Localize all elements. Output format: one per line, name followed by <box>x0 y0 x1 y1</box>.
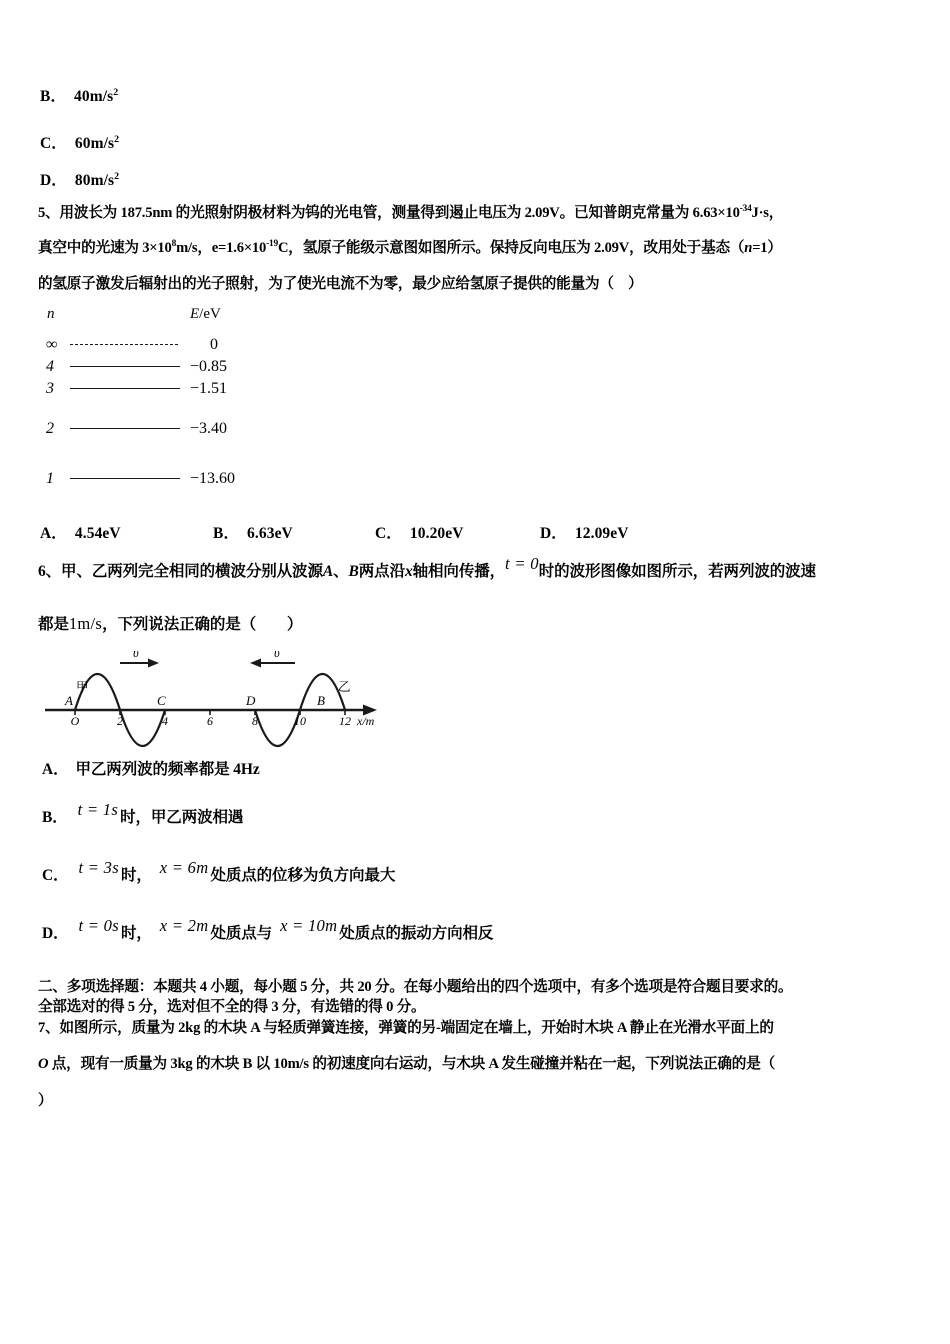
q6-source-b-symbol: B <box>348 563 359 580</box>
tick-label-6: 6 <box>207 714 213 728</box>
q6-option-c-text-1: 时， <box>120 867 152 884</box>
q6-option-a-label: A． <box>42 761 69 778</box>
q4-option-d-exponent: 2 <box>114 170 120 182</box>
q6-stem-line1-c: 两点沿 <box>358 563 405 580</box>
q6-option-b-text-1: 时，甲乙两波相遇 <box>120 809 244 826</box>
q6-option-d-math-2: x = 2m <box>159 916 209 935</box>
q6-option-b-math-1: t = 1s <box>77 800 119 819</box>
q5-lightspeed-exponent: 8 <box>171 239 177 250</box>
q5-stem-line2-d: =1） <box>752 240 782 256</box>
q7-point-o-symbol: O <box>38 1056 49 1072</box>
q5-option-a-text: 4.54eV <box>74 525 121 542</box>
q6-option-d-math-3: x = 10m <box>280 916 338 935</box>
velocity-label-left: υ <box>133 646 139 660</box>
q4-option-c <box>40 131 119 153</box>
q4-option-c-label: C． <box>40 135 67 152</box>
q6-stem-line1 <box>38 554 816 581</box>
q6-option-c-math-1: t = 3s <box>78 858 119 877</box>
q5-stem-line2 <box>38 240 782 258</box>
q6-option-d <box>42 916 494 943</box>
tick-label-2: 2 <box>117 714 123 728</box>
energy-level-n-4-label: 4 <box>46 358 54 375</box>
energy-level-line-infinity <box>70 344 178 345</box>
energy-level-value-infinity: 0 <box>210 336 218 353</box>
q5-stem-line2-a: 真空中的光速为 3×10 <box>38 240 172 256</box>
q6-option-c-label: C． <box>42 867 69 884</box>
q5-charge-exponent: -19 <box>266 239 278 250</box>
q6-stem-line1-b: 、 <box>333 563 349 580</box>
q5-stem-line2-b: m/s，e=1.6×10 <box>176 240 267 256</box>
q5-stem-line1-b: J·s， <box>751 205 784 221</box>
q4-option-b <box>40 84 118 106</box>
q7-stem-line2-rest: 点，现有一质量为 3kg 的木块 B 以 10m/s 的初速度向右运动，与木块 A 发生碰撞并粘在一起，下列说法正确的是（ <box>48 1056 775 1072</box>
q6-option-a <box>42 761 260 779</box>
q5-option-c-label: C． <box>375 525 402 542</box>
q4-option-c-exponent: 2 <box>114 133 120 145</box>
q4-option-b-label: B． <box>40 88 67 105</box>
q6-stem-line2-b: ，下列说法正确的是（ ） <box>102 616 303 633</box>
q6-option-d-label: D． <box>42 925 69 942</box>
q5-quantum-number-symbol: n <box>744 240 753 256</box>
energy-level-value-2: −3.40 <box>190 420 228 437</box>
energy-level-n-2-label: 2 <box>46 420 54 437</box>
q5-planck-exponent: -34 <box>739 204 752 215</box>
energy-level-line-3 <box>70 388 180 389</box>
tick-label-10: 10 <box>294 714 306 728</box>
tick-label-8: 8 <box>252 714 258 728</box>
wave-diagram-svg <box>45 650 380 748</box>
q5-option-a <box>40 521 121 543</box>
q6-wave-speed-math: 1m/s <box>68 614 103 633</box>
q6-stem-line2-a: 都是 <box>38 616 69 633</box>
tick-label-4: 4 <box>162 714 168 728</box>
q7-stem-line2 <box>38 1056 775 1074</box>
wave-name-jia: 甲 <box>76 680 89 694</box>
q6-option-c <box>42 858 396 885</box>
velocity-arrow-left-head <box>148 659 159 668</box>
hydrogen-energy-level-diagram <box>40 306 300 506</box>
energy-level-n-3-label: 3 <box>46 380 54 397</box>
q6-stem-line2 <box>38 615 302 634</box>
q5-option-d <box>540 521 629 543</box>
q6-option-b-label: B． <box>42 809 68 826</box>
q5-option-b-text: 6.63eV <box>247 525 293 542</box>
energy-level-value-3: −1.51 <box>190 380 228 397</box>
q4-option-b-value: 40m/s <box>74 88 114 105</box>
wave-name-yi: 乙 <box>338 680 351 694</box>
q6-option-d-math-1: t = 0s <box>78 916 119 935</box>
q6-stem-line1-a: 6、甲、乙两列完全相同的横波分别从波源 <box>38 563 323 580</box>
tick-label-0: O <box>70 714 80 728</box>
q4-option-d-label: D． <box>40 172 67 189</box>
velocity-arrow-right-head <box>250 659 261 668</box>
wave-point-a-label: A <box>65 693 73 708</box>
section2-instructions-line2: 全部选对的得 5 分，选对但不全的得 3 分，有选错的得 0 分。 <box>38 999 426 1015</box>
q4-option-d-value: 80m/s <box>74 172 115 189</box>
q6-source-a-symbol: A <box>322 563 334 580</box>
q4-option-c-value: 60m/s <box>74 135 115 152</box>
q7-stem-line1: 7、如图所示，质量为 2kg 的木块 A 与轻质弹簧连接，弹簧的另-端固定在墙上，开始时木块 A 静止在光滑水平面上的 <box>38 1020 774 1036</box>
q6-option-d-text-3: 处质点的振动方向相反 <box>339 925 494 942</box>
q5-option-c-text: 10.20eV <box>409 525 464 542</box>
q5-option-a-label: A． <box>40 525 67 542</box>
energy-level-n-infinity-label: ∞ <box>46 336 58 353</box>
x-axis-label: x/m <box>357 714 375 728</box>
q5-stem-line3: 的氢原子激发后辐射出的光子照射，为了使光电流不为零，最少应给氢原子提供的能量为（ ） <box>38 276 643 292</box>
energy-diagram-header-n: n <box>47 306 55 322</box>
energy-level-line-1 <box>70 478 180 479</box>
energy-diagram-header-e <box>190 306 221 323</box>
velocity-label-right: υ <box>274 646 280 660</box>
q6-option-d-text-1: 时， <box>120 925 152 942</box>
q4-option-b-exponent: 2 <box>113 86 119 98</box>
q6-option-d-text-2: 处质点与 <box>210 925 273 942</box>
q5-option-b <box>213 521 293 543</box>
wave-point-c-label: C <box>157 693 166 708</box>
energy-level-line-4 <box>70 366 180 367</box>
q5-stem-line2-c: C，氢原子能级示意图如图所示。保持反向电压为 2.09V，改用处于基态（ <box>277 240 745 256</box>
q6-option-a-text: 甲乙两列波的频率都是 4Hz <box>75 761 260 778</box>
transverse-wave-diagram <box>45 646 380 748</box>
q6-time-zero-math: t = 0 <box>505 554 539 573</box>
q7-stem-line3: ） <box>38 1093 53 1109</box>
q6-stem-line1-d: 轴相向传播， <box>412 563 506 580</box>
q6-stem-line1-e: 时的波形图像如图所示，若两列波的波速 <box>538 563 816 580</box>
energy-axis-unit: /eV <box>199 306 221 322</box>
q5-stem-line1-a: 5、用波长为 187.5nm 的光照射阴极材料为钨的光电管，测量得到遏止电压为 2.09V。已知普朗克常量为 6.63×10 <box>38 205 740 221</box>
section2-instructions-line1: 二、多项选择题：本题共 4 小题，每小题 5 分，共 20 分。在每小题给出的四个选项中，有多个选项是符合题目要求的。 <box>38 979 793 995</box>
q5-stem-line1 <box>38 205 783 223</box>
wave-point-d-label: D <box>246 693 256 708</box>
energy-level-value-4: −0.85 <box>190 358 228 375</box>
energy-axis-symbol: E <box>190 306 200 322</box>
q4-option-d <box>40 168 119 190</box>
energy-level-value-1: −13.60 <box>190 470 236 487</box>
q5-option-d-label: D． <box>540 525 567 542</box>
energy-level-n-1-label: 1 <box>46 470 54 487</box>
q5-option-b-label: B． <box>213 525 240 542</box>
q6-option-c-math-2: x = 6m <box>159 858 209 877</box>
q6-x-axis-symbol: x <box>404 563 413 580</box>
q6-option-c-text-2: 处质点的位移为负方向最大 <box>210 867 396 884</box>
tick-label-12: 12 <box>339 714 351 728</box>
wave-point-b-label: B <box>317 693 325 708</box>
q5-option-c <box>375 521 464 543</box>
q6-option-b <box>42 800 244 827</box>
q5-option-d-text: 12.09eV <box>574 525 629 542</box>
energy-level-line-2 <box>70 428 180 429</box>
